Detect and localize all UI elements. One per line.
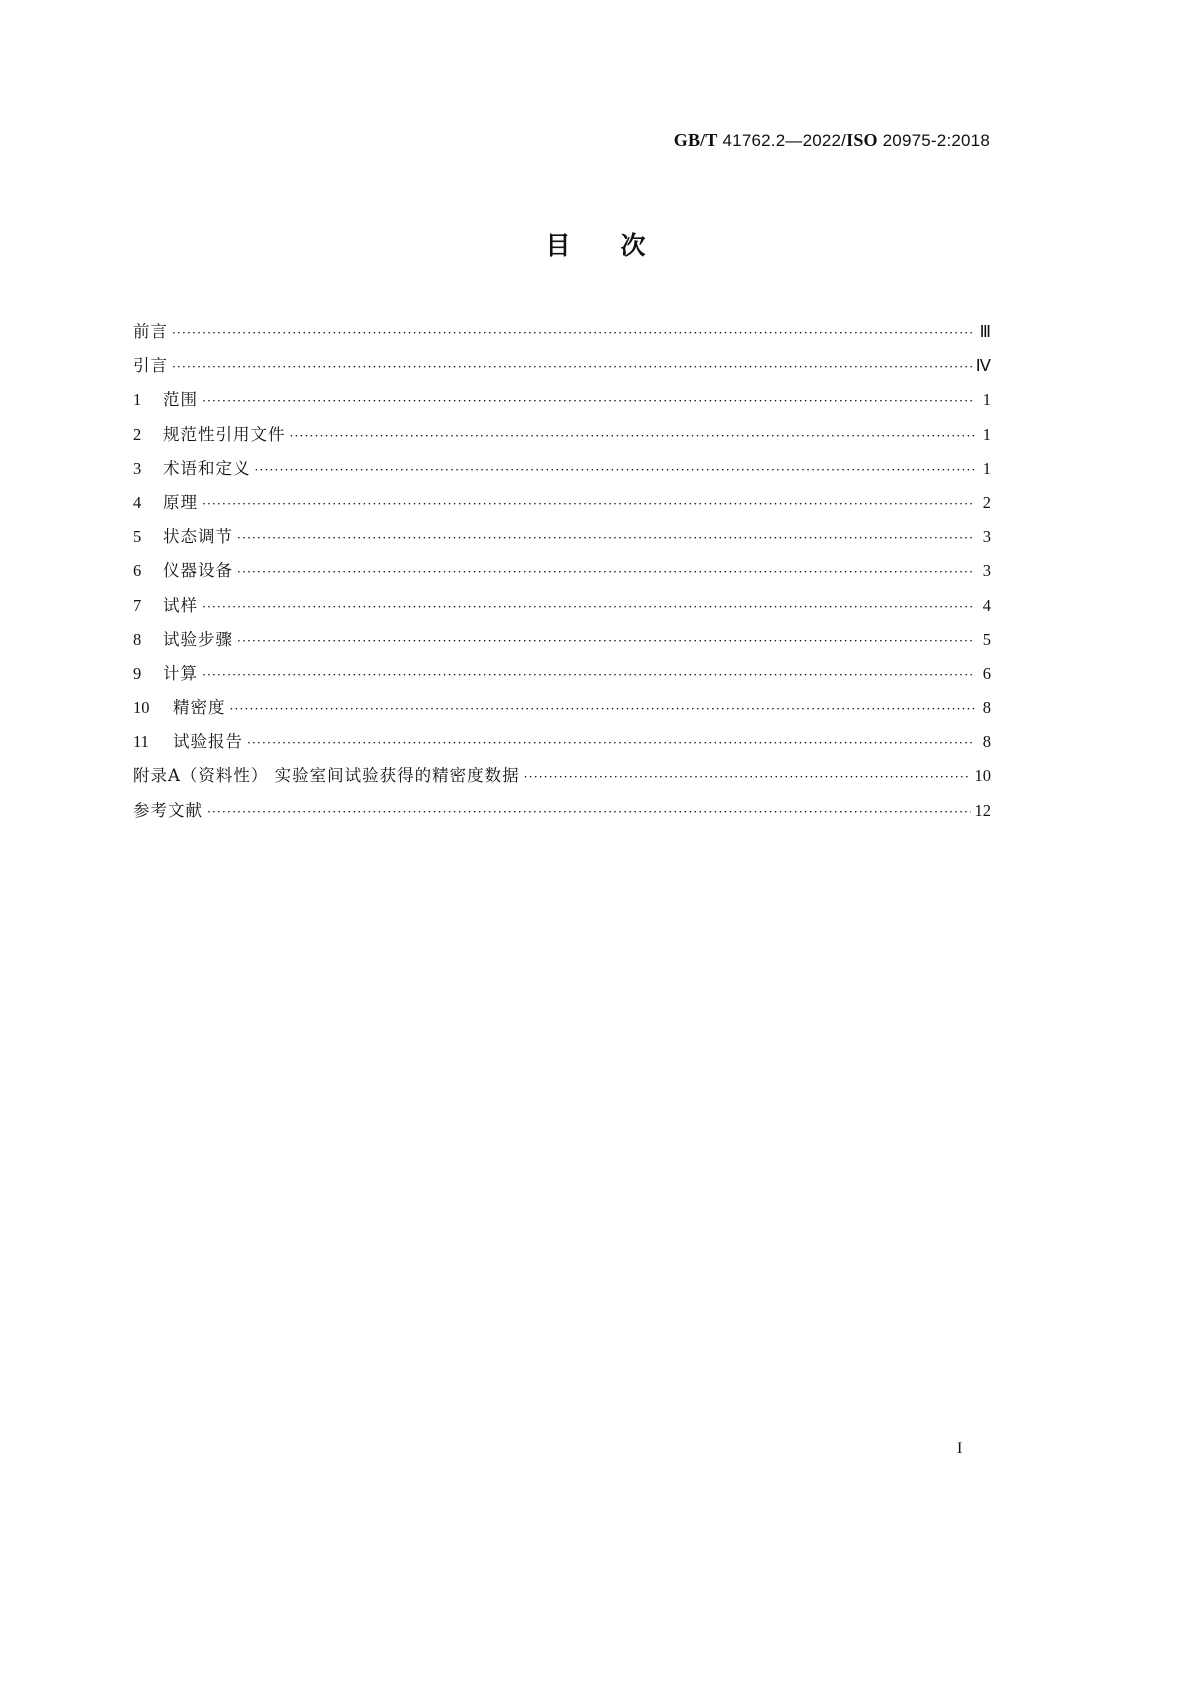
toc-entry-label: 术语和定义	[163, 458, 251, 478]
toc-entry-label: 参考文献	[133, 800, 203, 820]
dot-leader	[202, 600, 975, 614]
toc-entry-number: 6	[133, 561, 142, 581]
toc-entry-page: 2	[982, 492, 991, 512]
toc-entry-page: 4	[982, 595, 991, 615]
toc-entry-number: 1	[133, 390, 142, 410]
toc-entry-label: 规范性引用文件	[163, 424, 286, 444]
toc-entry[interactable]	[133, 489, 991, 523]
toc-entry-page: 1	[982, 424, 991, 444]
toc-entry-page: 3	[982, 561, 991, 581]
toc-entry[interactable]	[133, 352, 991, 386]
page-title: 目次	[545, 231, 696, 260]
toc-entry-label: 状态调节	[163, 527, 233, 547]
dot-leader	[255, 463, 976, 477]
dot-leader	[207, 805, 971, 819]
toc-entry[interactable]	[133, 694, 991, 728]
toc-entry-number: 10	[133, 698, 150, 718]
toc-entry[interactable]	[133, 386, 991, 420]
toc-entry-label: 原理	[163, 492, 198, 512]
table-of-contents	[133, 318, 991, 831]
toc-entry-label: 仪器设备	[163, 561, 233, 581]
toc-entry[interactable]	[133, 557, 991, 591]
dot-leader	[237, 531, 975, 545]
dot-leader	[172, 326, 975, 340]
toc-entry-label: 试验报告	[173, 732, 243, 752]
toc-entry-page: Ⅳ	[975, 356, 991, 376]
toc-entry[interactable]	[133, 318, 991, 352]
document-code-header	[674, 130, 990, 151]
toc-entry-label: 前言	[133, 322, 168, 341]
toc-entry-label: 范围	[163, 390, 198, 410]
dot-leader	[524, 770, 971, 784]
toc-entry-number: 11	[133, 732, 149, 752]
toc-entry-number: 9	[133, 663, 142, 683]
toc-entry-number: 4	[133, 492, 142, 512]
toc-entry[interactable]	[133, 660, 991, 694]
toc-entry[interactable]	[133, 523, 991, 557]
toc-entry-page: 12	[974, 800, 991, 820]
toc-entry-label: 试样	[163, 595, 198, 615]
standard-prefix: GB/T	[673, 130, 718, 150]
dot-leader	[202, 394, 975, 408]
dot-leader	[230, 702, 976, 716]
toc-entry-number: 7	[133, 595, 142, 615]
dot-leader	[247, 736, 975, 750]
toc-entry-page: 5	[982, 629, 991, 649]
toc-entry[interactable]	[133, 592, 991, 626]
page-number: I	[957, 1440, 963, 1457]
toc-entry-label: 附录A（资料性） 实验室间试验获得的精密度数据	[133, 766, 520, 786]
toc-entry[interactable]	[133, 797, 991, 831]
dot-leader	[237, 634, 975, 648]
toc-entry-page: 10	[974, 766, 991, 786]
toc-entry-number: 8	[133, 629, 142, 649]
toc-entry-label: 精密度	[173, 698, 226, 718]
toc-entry-page: 8	[982, 732, 991, 752]
toc-entry-label: 引言	[133, 356, 168, 376]
toc-entry-page: 1	[982, 390, 991, 410]
toc-entry[interactable]	[133, 455, 991, 489]
toc-entry-page: Ⅲ	[979, 322, 991, 341]
toc-entry-number: 5	[133, 527, 142, 547]
toc-entry-page: 6	[982, 663, 991, 683]
iso-number: 20975-2:2018	[877, 131, 990, 150]
toc-entry-number: 3	[133, 458, 142, 478]
dot-leader	[237, 565, 975, 579]
iso-prefix: ISO	[846, 130, 878, 150]
toc-entry[interactable]	[133, 728, 991, 762]
dot-leader	[202, 668, 975, 682]
standard-number: 41762.2—2022/	[717, 131, 847, 150]
toc-entry-page: 1	[982, 458, 991, 478]
toc-entry-label: 计算	[163, 663, 198, 683]
toc-entry[interactable]	[133, 421, 991, 455]
dot-leader	[172, 360, 972, 374]
toc-entry-page: 3	[982, 527, 991, 547]
toc-entry-label: 试验步骤	[163, 629, 233, 649]
toc-entry-number: 2	[133, 424, 142, 444]
toc-entry[interactable]	[133, 626, 991, 660]
dot-leader	[290, 429, 976, 443]
dot-leader	[202, 497, 975, 511]
toc-entry[interactable]	[133, 762, 991, 796]
toc-entry-page: 8	[982, 698, 991, 718]
